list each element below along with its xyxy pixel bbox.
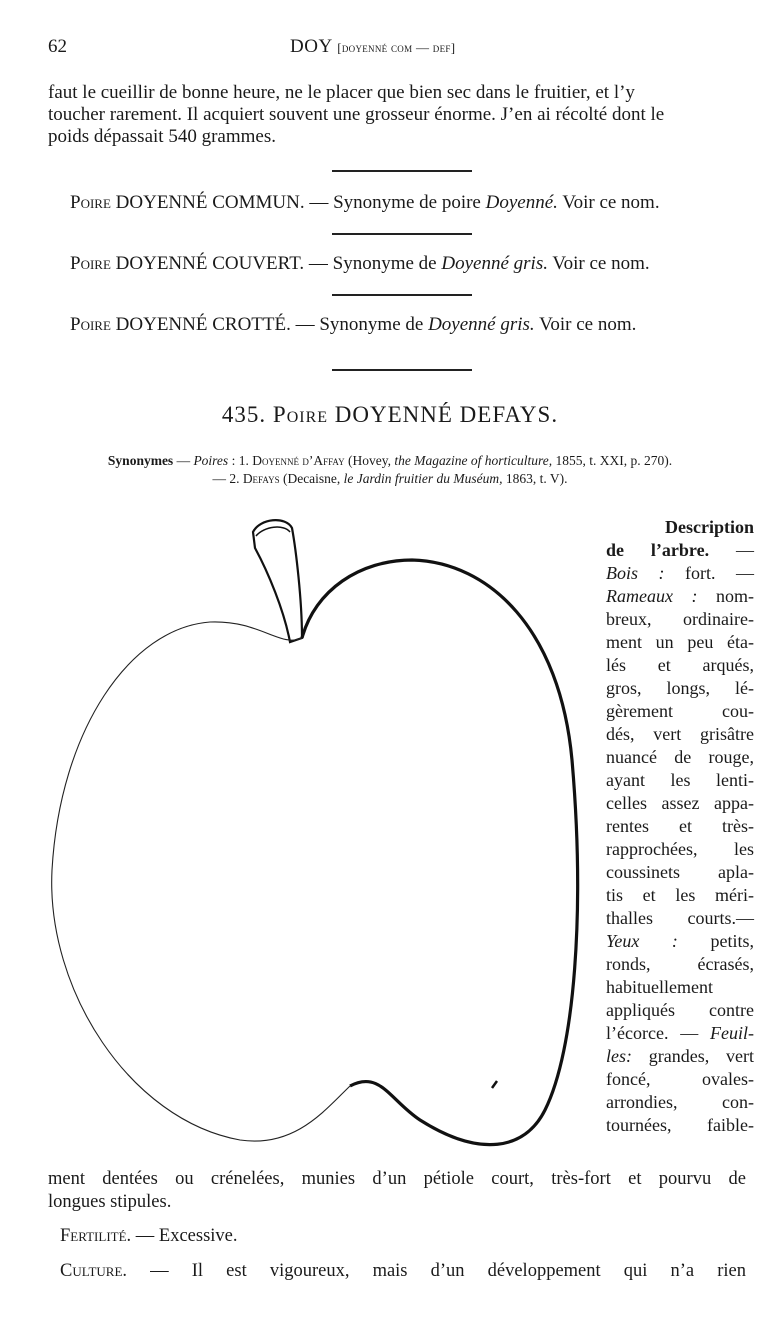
entry-ref: Doyenné gris.: [428, 314, 535, 335]
synonyms-text: —: [173, 453, 194, 468]
synonyms-text: 1855, t. XXI, p. 270).: [552, 453, 673, 468]
fertilite-text: — Excessive.: [131, 1226, 238, 1246]
entry-doyenne-commun: [70, 191, 660, 215]
intro-line-1: faut le cueillir de bonne heure, ne le placer que bien sec dans le fruitier, et l’y: [48, 82, 635, 103]
synonym-source: le Jardin fruitier du Muséum,: [343, 471, 503, 486]
description-line: gros, longs, lé-: [606, 678, 754, 698]
entry-ref: Doyenné.: [485, 192, 558, 213]
entry-dash: — Synonyme de: [304, 253, 442, 274]
description-line: breux, ordinaire-: [606, 609, 754, 629]
article-title: [0, 402, 780, 428]
bois-text: fort. —: [664, 563, 754, 583]
continuation-line-1: ment dentées ou crénelées, munies d’un pétiole court, très-fort et pourvu de: [48, 1169, 746, 1189]
page-number: 62: [48, 36, 67, 57]
continuation-line-2: longues stipules.: [48, 1192, 172, 1212]
description-line: nuancé de rouge,: [606, 747, 754, 767]
separator-rule: [332, 170, 472, 172]
ecorce-line: [606, 1022, 754, 1045]
entry-name: DOYENNÉ COMMUN.: [115, 192, 305, 213]
article-number: 435.: [221, 402, 267, 427]
description-line: tis et les méri-: [606, 885, 754, 905]
description-line: thalles courts.—: [606, 908, 754, 928]
description-line: rentes et très-: [606, 816, 754, 836]
description-line: tournées, faible-: [606, 1115, 754, 1135]
running-head: [290, 36, 455, 58]
synonym-source: the Magazine of horticulture,: [394, 453, 553, 468]
description-line: rapprochées, les: [606, 839, 754, 859]
rameaux-line: [606, 585, 754, 608]
heading-dash: —: [709, 540, 754, 560]
synonyms-text: — 2.: [212, 471, 243, 486]
description-column: [606, 516, 754, 1137]
description-line: habituellement: [606, 977, 713, 997]
feuil-label: Feuil-: [710, 1023, 754, 1043]
pear-illustration: [40, 510, 610, 1160]
culture-label: Culture.: [60, 1261, 128, 1281]
description-line: appliqués contre: [606, 1000, 754, 1020]
entry-prefix: Poire: [70, 192, 111, 213]
description-line: dés, vert grisâtre: [606, 724, 754, 744]
synonyms-line-2: [0, 470, 780, 488]
fertilite-line: [60, 1226, 238, 1247]
description-line: lés et arqués,: [606, 655, 754, 675]
yeux-line: [606, 930, 754, 953]
rameaux-text: nom-: [697, 586, 754, 606]
bois-line: [606, 562, 754, 585]
entry-name: DOYENNÉ COUVERT.: [115, 253, 305, 274]
synonyms-text: : 1.: [228, 453, 253, 468]
synonyms-text: 1863, t. V).: [502, 471, 568, 486]
entry-tail: Voir ce nom.: [557, 192, 660, 213]
description-line: celles assez appa-: [606, 793, 754, 813]
entry-prefix: Poire: [70, 253, 111, 274]
running-title: DOY: [290, 36, 332, 57]
entry-tail: Voir ce nom.: [547, 253, 650, 274]
les-text: grandes, vert: [632, 1046, 754, 1066]
culture-line: [60, 1260, 746, 1283]
synonyms-text: (Decaisne,: [279, 471, 344, 486]
description-heading-2: [606, 539, 754, 562]
culture-text-line: [60, 1260, 746, 1283]
intro-line-2: toucher rarement. Il acquiert souvent une grosseur énorme. J’en ai récolté dont le: [48, 104, 665, 125]
entry-name: DOYENNÉ CROTTÉ.: [115, 314, 291, 335]
description-line: arrondies, con-: [606, 1092, 754, 1112]
ecorce-text: l’écorce. —: [606, 1023, 711, 1043]
synonym-name: Doyenné d’Affay: [252, 453, 345, 468]
separator-rule: [332, 233, 472, 235]
fertilite-label: Fertilité.: [60, 1226, 132, 1246]
synonyms-poires: Poires: [193, 453, 229, 468]
entry-prefix: Poire: [70, 314, 111, 335]
separator-rule: [332, 294, 472, 296]
running-subtitle: [doyenné com — def]: [337, 40, 456, 55]
continuation: [48, 1168, 746, 1214]
heading-text: de l’arbre.: [606, 540, 710, 560]
entry-tail: Voir ce nom.: [534, 314, 637, 335]
description-line: ayant les lenti-: [606, 770, 754, 790]
description-heading: Description: [665, 517, 754, 537]
article-name: DOYENNÉ DEFAYS.: [334, 402, 559, 427]
description-line: gèrement cou-: [606, 701, 754, 721]
entry-doyenne-couvert: [70, 252, 650, 276]
article-prefix: Poire: [272, 402, 329, 427]
culture-text: — Il est vigoureux, mais d’un développement qui n’a rien: [127, 1261, 746, 1281]
description-line: ment un peu éta-: [606, 632, 754, 652]
separator-rule: [332, 369, 472, 371]
synonyms-label: Synonymes: [107, 453, 174, 468]
rameaux-label: Rameaux :: [606, 586, 698, 606]
intro-line-3: poids dépassait 540 grammes.: [48, 126, 276, 147]
synonym-name: Defays: [242, 471, 280, 486]
entry-ref: Doyenné gris.: [441, 253, 548, 274]
description-line: foncé, ovales-: [606, 1069, 754, 1089]
synonyms-text: (Hovey,: [344, 453, 395, 468]
entry-dash: — Synonyme de poire: [304, 192, 486, 213]
synonyms-line-1: [0, 452, 780, 470]
feuilles-line: [606, 1045, 754, 1068]
entry-dash: — Synonyme de: [290, 314, 429, 335]
yeux-label: Yeux :: [606, 931, 678, 951]
entry-doyenne-crotte: [70, 313, 636, 337]
description-line: coussinets apla-: [606, 862, 754, 882]
les-label: les:: [606, 1046, 632, 1066]
description-line: ronds, écrasés,: [606, 954, 754, 974]
yeux-text: petits,: [677, 931, 754, 951]
bois-label: Bois :: [606, 563, 665, 583]
